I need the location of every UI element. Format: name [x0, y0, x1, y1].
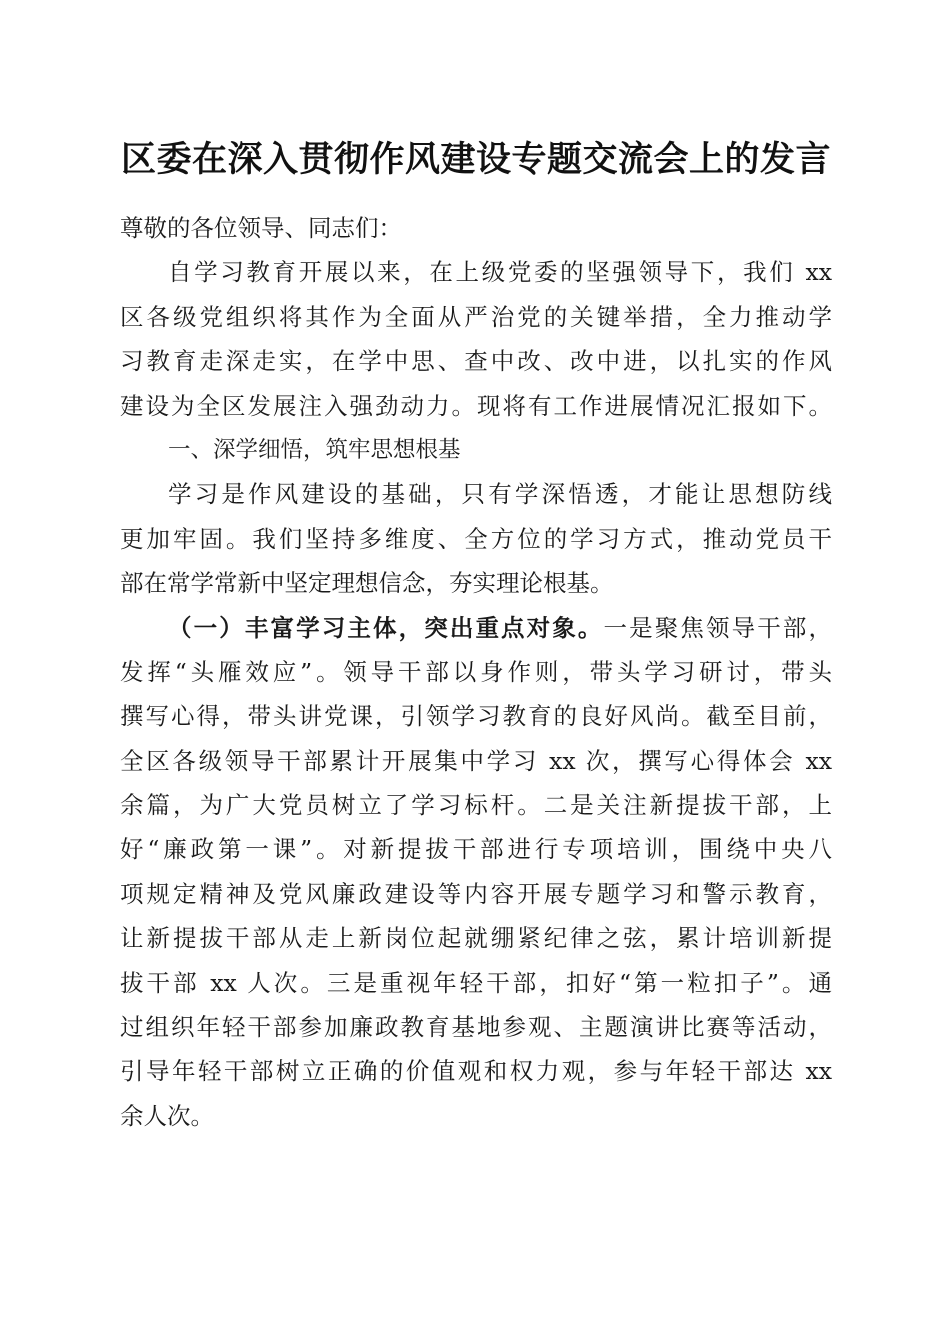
subsection-line: 过组织年轻干部参加廉政教育基地参观、主题演讲比赛等活动， — [120, 1013, 832, 1042]
subsection-line: 引导年轻干部树立正确的价值观和权力观，参与年轻干部达 xx — [120, 1057, 832, 1086]
subsection-line: 发挥“头雁效应”。领导干部以身作则，带头学习研讨，带头 — [120, 657, 832, 686]
intro-line: 自学习教育开展以来，在上级党委的坚强领导下，我们 xx — [168, 258, 832, 287]
section-paragraph-line: 部在常学常新中坚定理想信念，夯实理论根基。 — [120, 569, 614, 598]
subsection-line: 撰写心得，带头讲党课，引领学习教育的良好风尚。截至目前， — [120, 702, 832, 731]
section-paragraph-line: 更加牢固。我们坚持多维度、全方位的学习方式，推动党员干 — [120, 524, 832, 553]
section-heading: 一、深学细悟，筑牢思想根基 — [168, 436, 461, 463]
document-body — [120, 206, 832, 1138]
subsection-line: 余人次。 — [120, 1101, 214, 1130]
subsection-line: 让新提拔干部从走上新岗位起就绷紧纪律之弦，累计培训新提 — [120, 924, 832, 953]
intro-line: 习教育走深走实，在学中思、查中改、改中进，以扎实的作风 — [120, 347, 832, 376]
intro-line: 建设为全区发展注入强劲动力。现将有工作进展情况汇报如下。 — [120, 391, 832, 420]
document-title: 区委在深入贯彻作风建设专题交流会上的发言 — [120, 139, 831, 180]
subsection-line: 拔干部 xx 人次。三是重视年轻干部，扣好“第一粒扣子”。通 — [120, 968, 832, 997]
section-paragraph-line: 学习是作风建设的基础，只有学深悟透，才能让思想防线 — [168, 480, 832, 509]
salutation: 尊敬的各位领导、同志们： — [120, 214, 402, 242]
subsection-line: 项规定精神及党风廉政建设等内容开展专题学习和警示教育， — [120, 879, 832, 908]
subsection-first-line-text: 一是聚焦领导干部， — [603, 613, 832, 642]
intro-line: 区各级党组织将其作为全面从严治党的关键举措，全力推动学 — [120, 302, 832, 331]
subsection-line: 全区各级领导干部累计开展集中学习 xx 次，撰写心得体会 xx — [120, 746, 832, 775]
subsection-heading: （一）丰富学习主体，突出重点对象。 — [168, 613, 604, 642]
subsection-line: 好“廉政第一课”。对新提拔干部进行专项培训，围绕中央八 — [120, 835, 832, 864]
subsection-first-line — [120, 606, 832, 650]
subsection-line: 余篇，为广大党员树立了学习标杆。二是关注新提拔干部，上 — [120, 791, 832, 820]
